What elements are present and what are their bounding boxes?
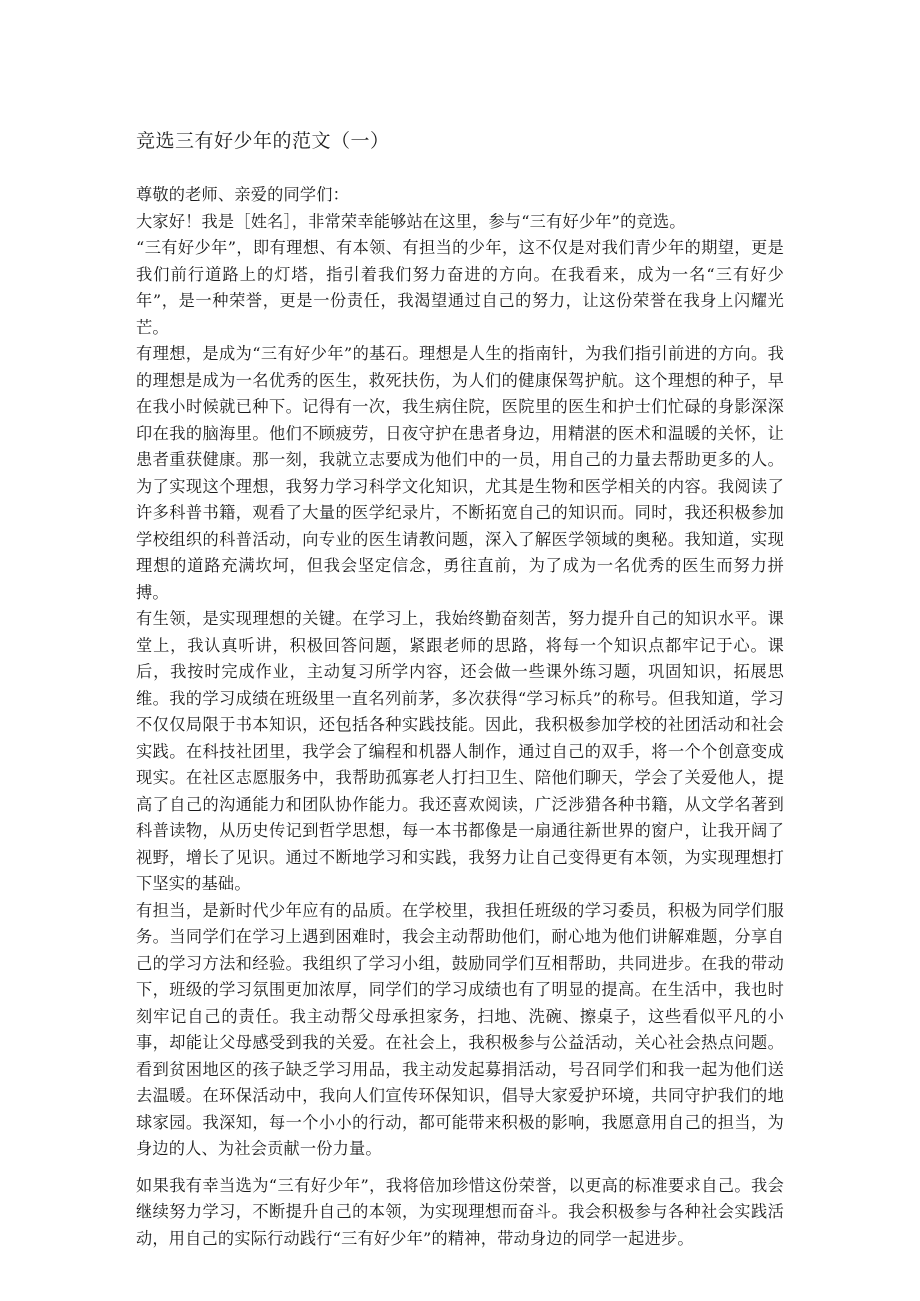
- salutation: 尊敬的老师、亲爱的同学们：: [136, 185, 350, 204]
- greeting-paragraph: 大家好！我是［姓名］，非常荣幸能够站在这里，参与“三有好少年”的竞选。: [136, 211, 686, 231]
- intro-paragraph: “三有好少年”，即有理想、有本领、有担当的少年，这不仅是对我们青少年的期望，更是我们前行道路上的灯塔，指引着我们努力奋进的方向。在我看来，成为一名“三有好少年”，是一种荣誉，更是一份责任，我渴望通过自己的努力，让这份荣誉在我身上闪耀光芒。: [136, 238, 784, 337]
- closing-paragraph: 如果我有幸当选为“三有好少年”，我将倍加珍惜这份荣誉，以更高的标准要求自己。我会继续努力学习，不断提升自己的本领，为实现理想而奋斗。我会积极参与各种社会实践活动，用自己的实际行动践行“三有好少年”的精神，带动身边的同学一起进步。: [136, 1175, 784, 1248]
- ideal-paragraph: 有理想，是成为“三有好少年”的基石。理想是人生的指南针，为我们指引前进的方向。我的理想是成为一名优秀的医生，救死扶伤，为人们的健康保驾护航。这个理想的种子，早在我小时候就已种下。记得有一次，我生病住院，医院里的医生和护士们忙碌的身影深深印在我的脑海里。他们不顾疲劳，日夜守护在患者身边，用精湛的医术和温暖的关怀，让患者重获健康。那一刻，我就立志要成为他们中的一员，用自己的力量去帮助更多的人。为了实现这个理想，我努力学习科学文化知识，尤其是生物和医学相关的内容。我阅读了许多科普书籍，观看了大量的医学纪录片，不断拓宽自己的知识而。同时，我还积极参加学校组织的科普活动，向专业的医生请教问题，深入了解医学领域的奥秘。我知道，实现理想的道路充满坎坷，但我会坚定信念，勇往直前，为了成为一名优秀的医生而努力拼搏。: [136, 344, 784, 602]
- document-page: [136, 126, 784, 1252]
- ability-paragraph: 有生领，是实现理想的关键。在学习上，我始终勤奋刻苦，努力提升自己的知识水平。课堂上，我认真听讲，积极回答问题，紧跟老师的思路，将每一个知识点都牢记于心。课后，我按时完成作业，主动复习所学内容，还会做一些课外练习题，巩固知识，拓展思维。我的学习成绩在班级里一直名列前茅，多次获得“学习标兵”的称号。但我知道，学习不仅仅局限于书本知识，还包括各种实践技能。因此，我积极参加学校的社团活动和社会实践。在科技社团里，我学会了编程和机器人制作，通过自己的双手，将一个个创意变成现实。在社区志愿服务中，我帮助孤寡老人打扫卫生、陪他们聊天，学会了关爱他人，提高了自己的沟通能力和团队协作能力。我还喜欢阅读，广泛涉猎各种书籍，从文学名著到科普读物，从历史传记到哲学思想，每一本书都像是一扇通往新世界的窗户，让我开阔了视野，增长了见识。通过不断地学习和实践，我努力让自己变得更有本领，为实现理想打下坚实的基础。: [136, 609, 784, 893]
- responsibility-paragraph: 有担当，是新时代少年应有的品质。在学校里，我担任班级的学习委员，积极为同学们服务。当同学们在学习上遇到困难时，我会主动帮助他们，耐心地为他们讲解难题，分享自己的学习方法和经验。我组织了学习小组，鼓励同学们互相帮助，共同进步。在我的带动下，班级的学习氛围更加浓厚，同学们的学习成绩也有了明显的提高。在生活中，我也时刻牢记自己的责任。我主动帮父母承担家务，扫地、洗碗、擦桌子，这些看似平凡的小事，却能让父母感受到我的关爱。在社会上，我积极参与公益活动，关心社会热点问题。看到贫困地区的孩子缺乏学习用品，我主动发起募捐活动，号召同学们和我一起为他们送去温暖。在环保活动中，我向人们宣传环保知识，倡导大家爱护环境，共同守护我们的地球家园。我深知，每一个小小的行动，都可能带来积极的影响，我愿意用自己的担当，为身边的人、为社会贡献一份力量。: [136, 900, 784, 1158]
- document-title: 竞选三有好少年的范文（一）: [136, 130, 390, 152]
